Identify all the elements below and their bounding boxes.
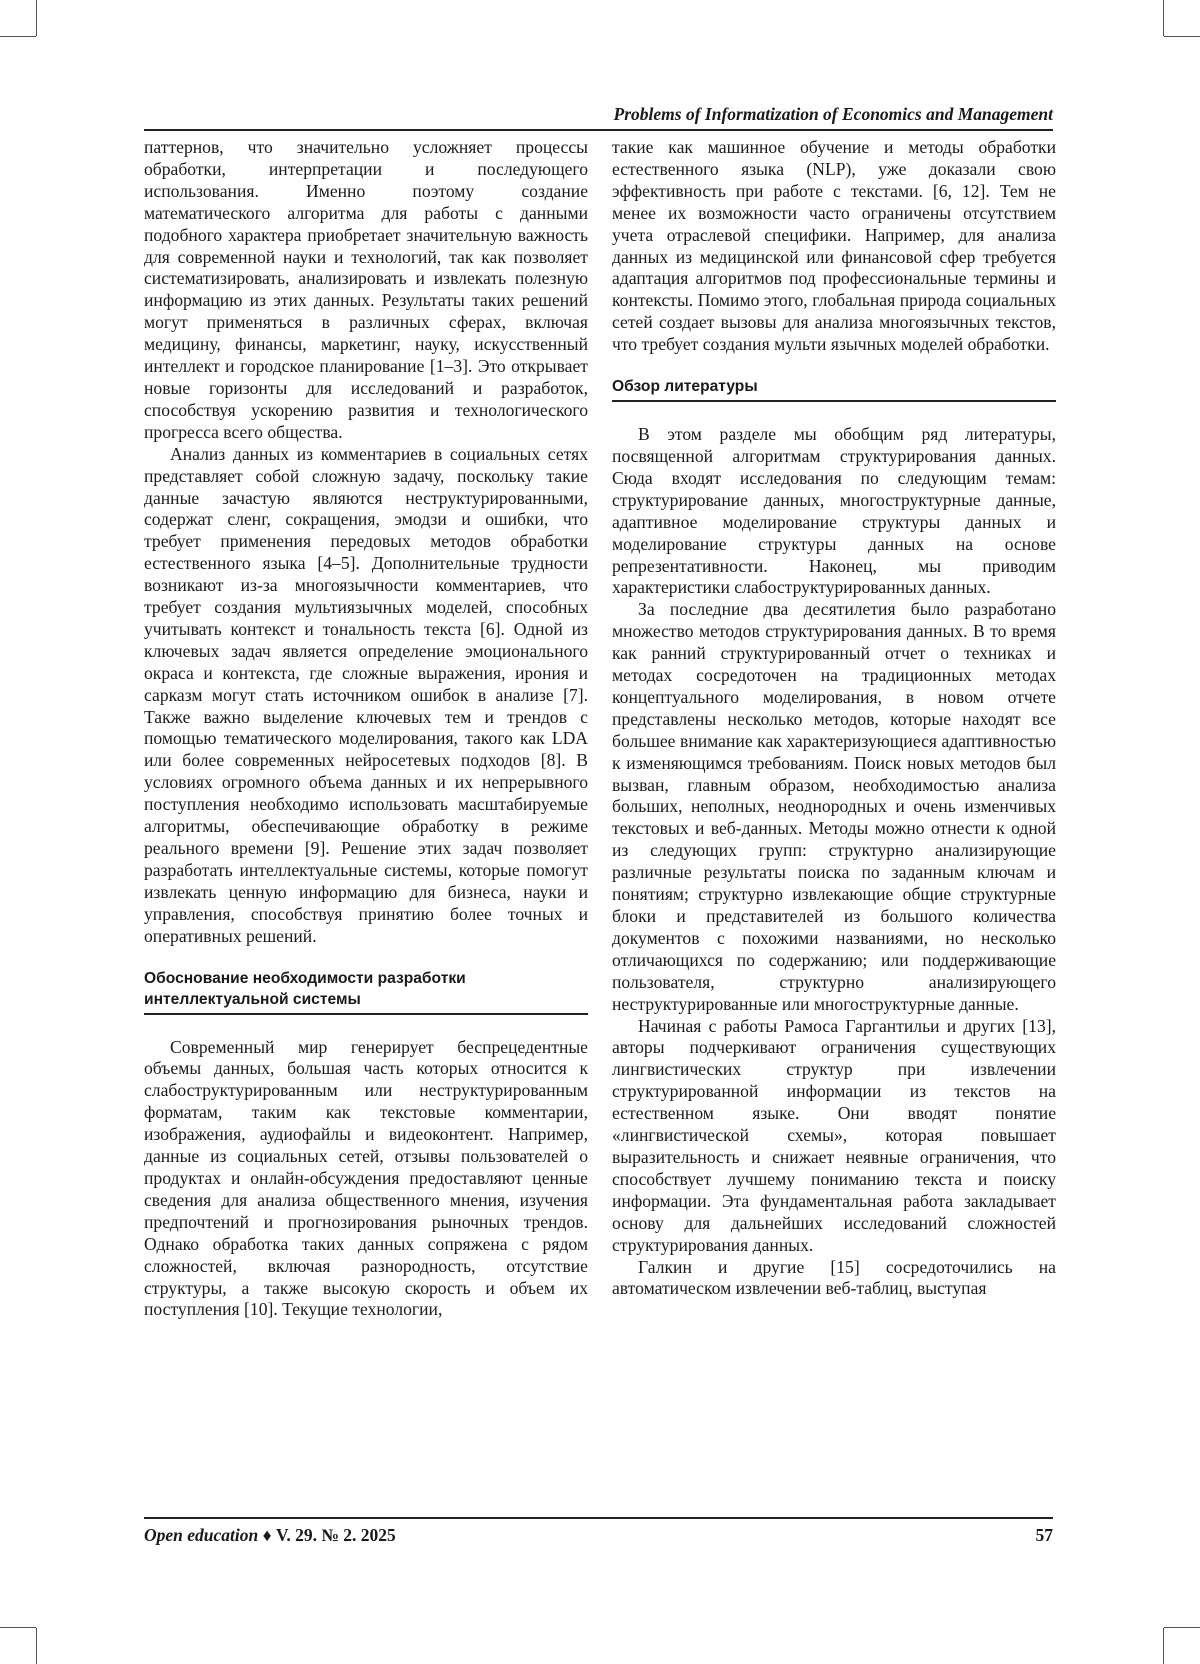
left-column (144, 137, 588, 1321)
body-paragraph: Анализ данных из комментариев в социальных сетях представляет собой сложную задачу, поскольку такие данные зачастую являются неструктурированными, содержат сленг, сокращения, эмодзи и ошибки, что требует применения передовых методов обработки естественного языка [4–5]. Дополнительные трудности возникают из-за многоязычности комментариев, что требует создания мультиязычных моделей, способных учитывать контекст и тональность текста [6]. Одной из ключевых задач является определение эмоционального окраса и контекста, где сложные выражения, ирония и сарказм могут стать источником ошибок в анализе [7]. Также важно выделение ключевых тем и трендов с помощью тематического моделирования, такого как LDA или более современных нейросетевых подходов [8]. В условиях огромного объема данных и их непрерывного поступления необходимо использовать масштабируемые алгоритмы, обеспечивающие обработку в режиме реального времени [9]. Решение этих задач позволяет разработать интеллектуальные системы, которые помогут извлекать ценную информацию для бизнеса, науки и управления, способствуя принятию более точных и оперативных решений. (144, 443, 588, 946)
journal-name: Open education (144, 1525, 259, 1545)
section-heading: Обзор литературы (612, 376, 1056, 402)
body-paragraph: За последние два десятилетия было разработано множество методов структурирования данных. В то время как ранний структурированный отчет о техниках и методах сосредоточен на традиционных методах концептуального моделирования, в новом отчете представлены несколько методов, которые находят все большее внимание как характеризующиеся адаптивностью к изменяющимся требованиям. Поиск новых методов был вызван, главным образом, необходимостью анализа больших, неполных, неоднородных и очень изменчивых текстовых и веб-данных. Методы можно отнести к одной из следующих групп: структурно анализирующие различные результаты поиска по заданным ключам и понятиям; структурно извлекающие общие структурные блоки и представителей из большого количества документов с похожими названиями, но несколько отличающихся по содержанию; или поддерживающие пользователя, структурно анализирующего неструктурированные или многоструктурные данные. (612, 599, 1056, 1014)
body-paragraph: такие как машинное обучение и методы обработки естественного языка (NLP), уже доказали свою эффективность при работе с текстами. [6, 12]. Тем не менее их возможности часто ограничены отсутствием учета отраслевой специфики. Например, для анализа данных из медицинской или финансовой сфер требуется адаптация алгоритмов под профессиональные термины и контексты. Помимо этого, глобальная природа социальных сетей создает вызовы для анализа многоязычных текстов, что требует создания мульти язычных моделей обработки. (612, 137, 1056, 355)
issue-info: V. 29. № 2. 2025 (275, 1525, 396, 1545)
footer-citation (144, 1524, 396, 1546)
footer-rule (144, 1517, 1053, 1519)
crop-mark (0, 1627, 36, 1628)
section-heading: Обоснование необходимости разработки интеллектуальной системы (144, 968, 588, 1015)
crop-mark (1163, 0, 1164, 36)
body-paragraph: Начиная с работы Рамоса Гаргантильи и других [13], авторы подчеркивают ограничения существующих лингвистических структур при извлечении структурированной информации из текстов на естественном языке. Они вводят понятие «лингвистической схемы», которая повышает выразительность и снижает неявные ограничения, что способствует лучшему пониманию текста и поиску информации. Эта фундаментальная работа закладывает основу для дальнейших исследований сложностей структурирования данных. (612, 1015, 1056, 1255)
page-number: 57 (1035, 1525, 1053, 1545)
crop-mark (1163, 1628, 1164, 1664)
right-column (612, 137, 1056, 1300)
body-paragraph: Современный мир генерирует беспрецедентные объемы данных, большая часть которых относится к слабоструктурированным или неструктурированным форматам, таким как текстовые комментарии, изображения, аудиофайлы и видеоконтент. Например, данные из социальных сетей, отзывы пользователей о продуктах и онлайн-обсуждения предоставляют ценные сведения для анализа общественного мнения, изучения предпочтений и прогнозирования рыночных трендов. Однако обработка таких данных сопряжена с рядом сложностей, включая разнородность, отсутствие структуры, а также высокую скорость и объем их поступления [10]. Текущие технологии, (144, 1036, 588, 1320)
diamond-icon: ♦ (262, 1525, 272, 1545)
crop-mark (1164, 1627, 1200, 1628)
crop-mark (0, 36, 36, 37)
body-paragraph: В этом разделе мы обобщим ряд литературы, посвященной алгоритмам структурирования данных. Сюда входят исследования по следующим темам: структурирование данных, многоструктурные данные, адаптивное моделирование структуры данных и моделирование структуры данных на основе репрезентативности. Наконец, мы приводим характеристики слабоструктурированных данных. (612, 424, 1056, 598)
header-rule (144, 129, 1053, 131)
crop-mark (36, 1628, 37, 1664)
crop-mark (1164, 36, 1200, 37)
running-title: Problems of Informatization of Economics and Management (613, 104, 1053, 124)
body-paragraph: Галкин и другие [15] сосредоточились на автоматическом извлечении веб-таблиц, выступая (612, 1256, 1056, 1299)
crop-mark (36, 0, 37, 36)
body-paragraph: паттернов, что значительно усложняет процессы обработки, интерпретации и последующего использования. Именно поэтому создание математического алгоритма для работы с данными подобного характера приобретает значительную важность для современной науки и технологий, так как позволяет систематизировать, анализировать и извлекать полезную информацию из этих данных. Результаты таких решений могут применяться в различных сферах, включая медицину, финансы, маркетинг, науку, искусственный интеллект и городское планирование [1–3]. Это открывает новые горизонты для исследований и разработок, способствуя ускорению развития и технологического прогресса всего общества. (144, 137, 588, 442)
